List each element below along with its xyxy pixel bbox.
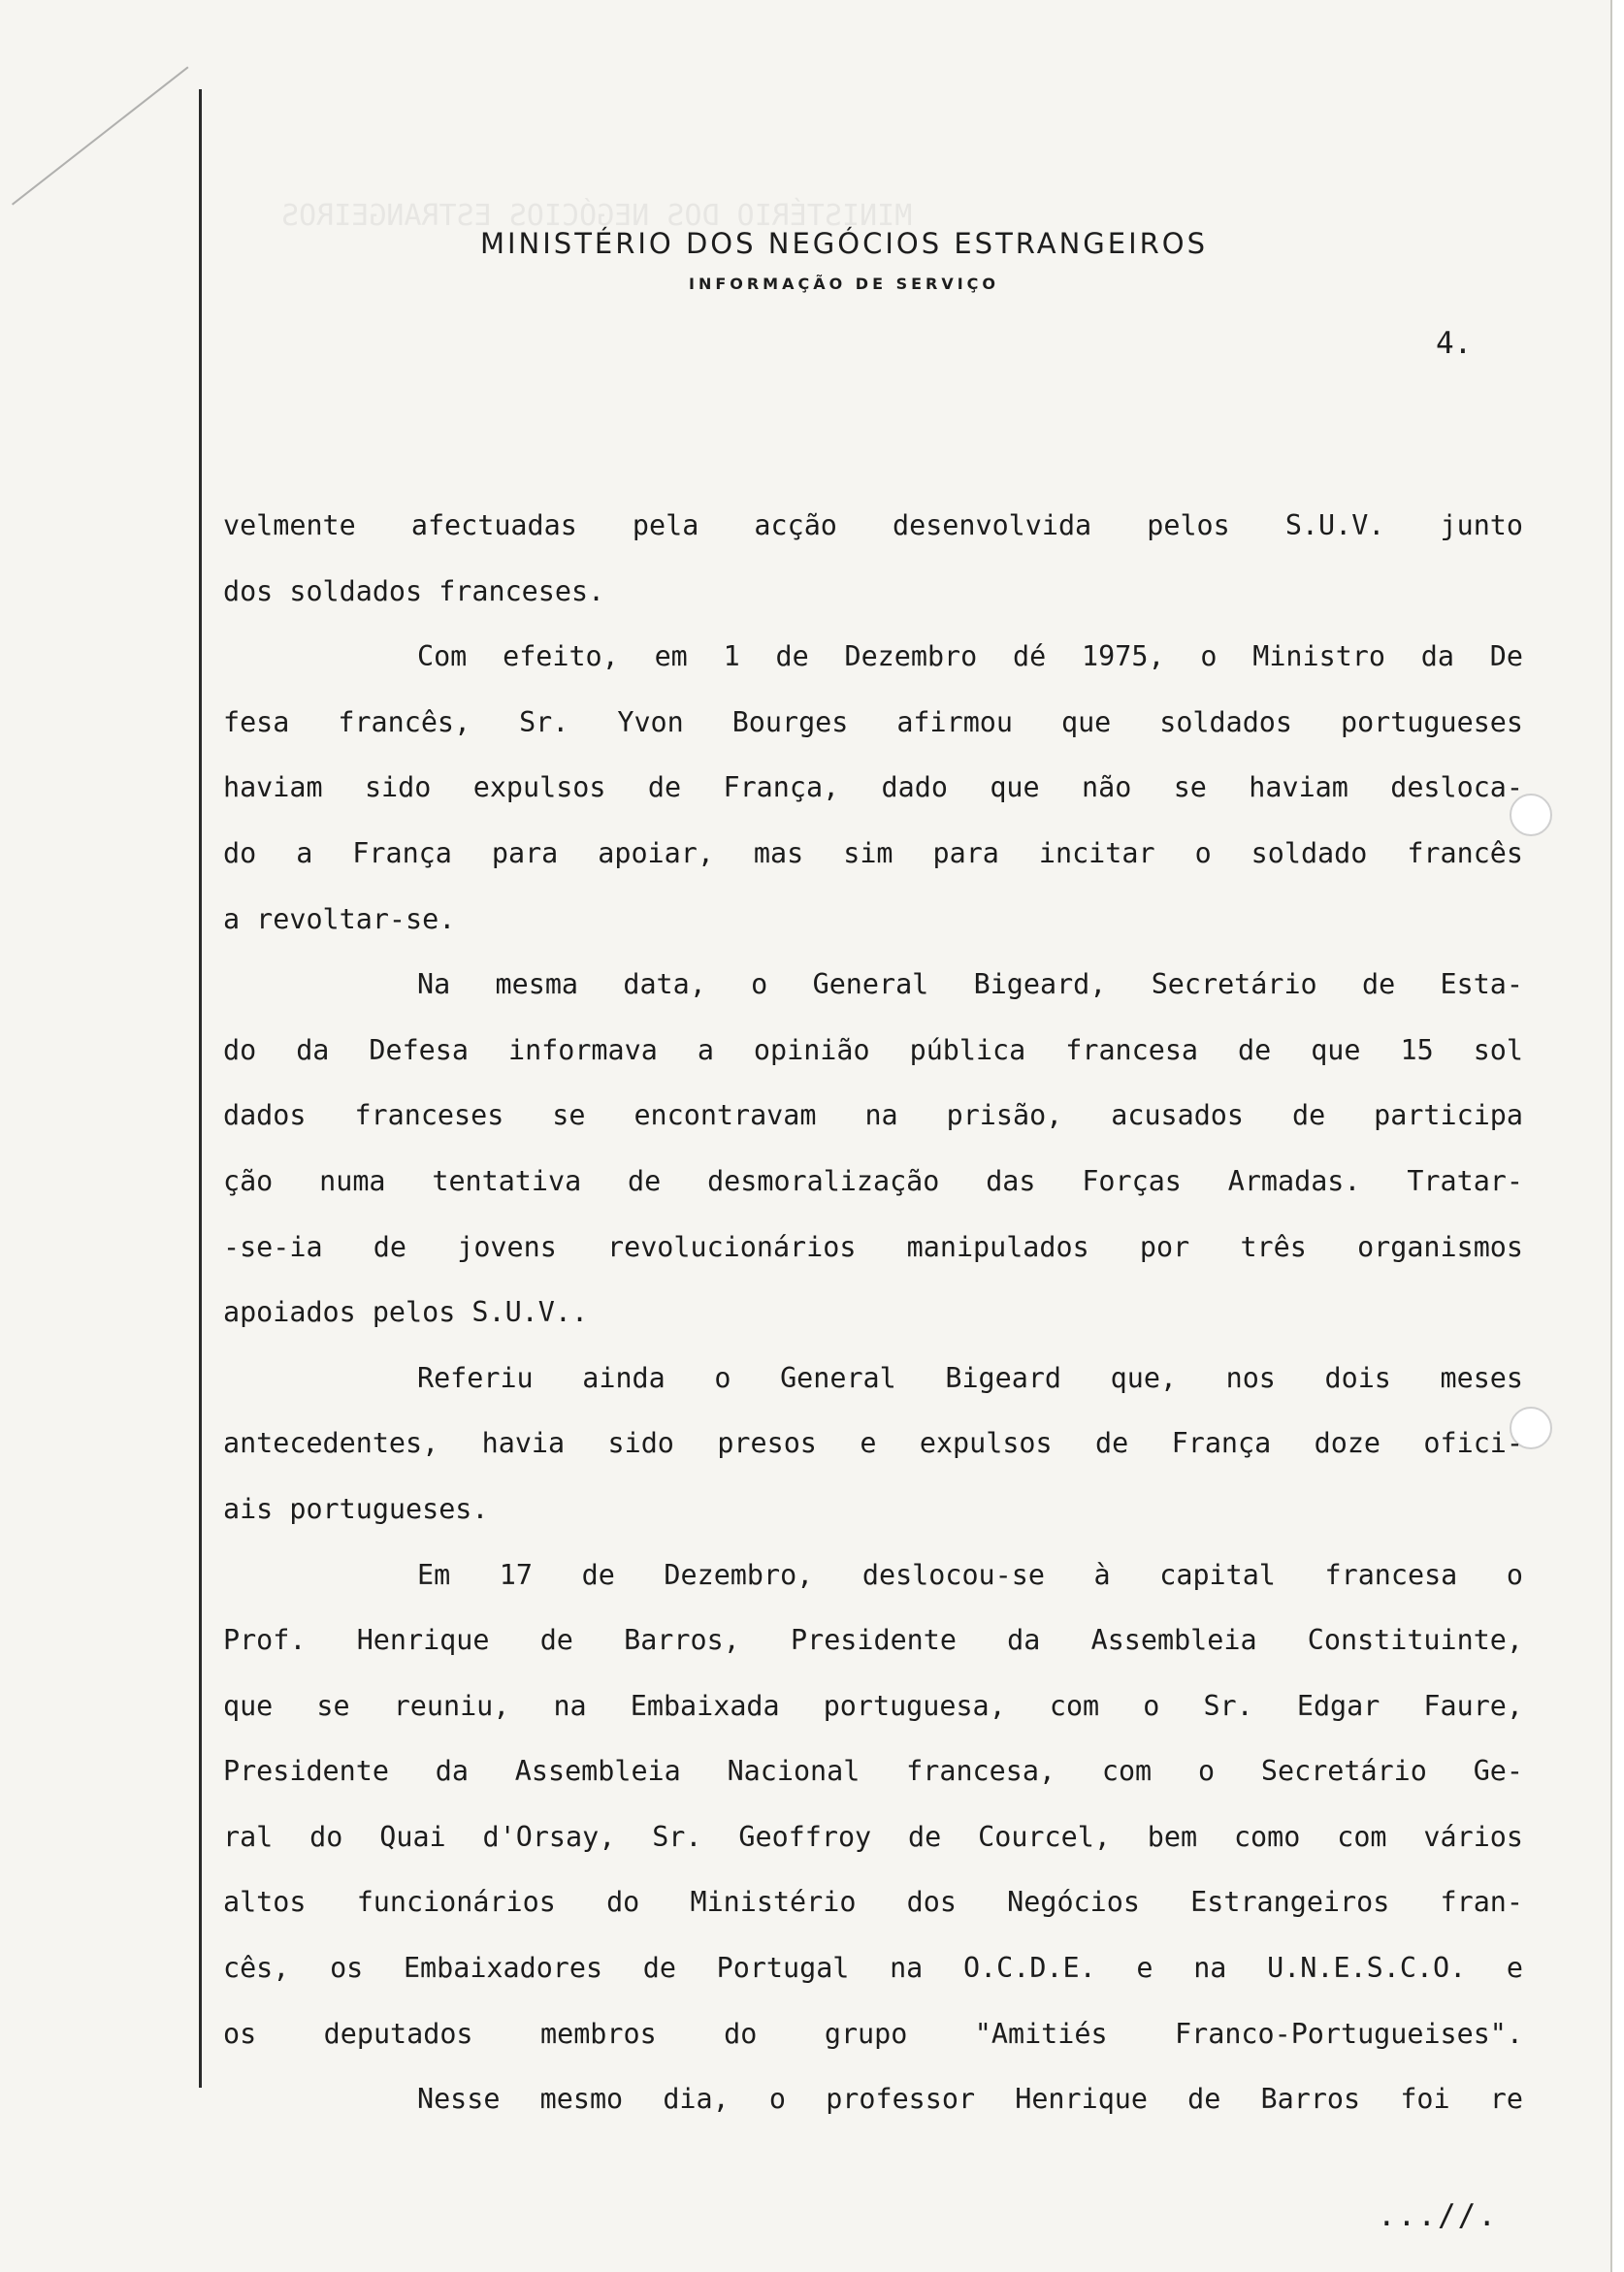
text-line: Prof. Henrique de Barros, Presidente da Assembleia Constituinte, [223,1624,1523,1657]
text-line: dos soldados franceses. [223,574,605,607]
text-line: a revoltar-se. [223,902,456,935]
text-line: do da Defesa informava a opinião pública francesa de que 15 sol [223,1033,1523,1066]
page-number: 4. [1436,326,1473,361]
service-subheading: INFORMAÇÃO DE SERVIÇO [688,275,1000,293]
ministry-heading: MINISTÉRIO DOS NEGÓCIOS ESTRANGEIROS [479,227,1209,260]
text-line: Com efeito, em 1 de Dezembro dé 1975, o Ministro da De [417,640,1523,673]
text-line: ais portugueses. [223,1492,489,1525]
bleed-through: MINISTÉRIO DOS NEGÓCIOS ESTRANGEIROS [281,199,913,233]
text-line: dados franceses se encontravam na prisão, acusados de participa [223,1099,1523,1132]
text-line: ção numa tentativa de desmoralização das Forças Armadas. Tratar- [223,1164,1523,1197]
text-line: apoiados pelos S.U.V.. [223,1296,589,1329]
text-line: Em 17 de Dezembro, deslocou-se à capital francesa o [417,1558,1523,1591]
text-line: antecedentes, havia sido presos e expulsos de França doze ofici- [223,1427,1523,1460]
text-line: velmente afectuadas pela acção desenvolvida pelos S.U.V. junto [223,509,1523,541]
margin-rule [199,89,202,2088]
text-line: do a França para apoiar, mas sim para incitar o soldado francês [223,836,1523,869]
text-line: fesa francês, Sr. Yvon Bourges afirmou que soldados portugueses [223,705,1523,738]
text-line: -se-ia de jovens revolucionários manipulados por três organismos [223,1230,1523,1263]
text-line: que se reuniu, na Embaixada portuguesa, com o Sr. Edgar Faure, [223,1689,1523,1722]
text-line: Referiu ainda o General Bigeard que, nos dois meses [417,1361,1523,1394]
text-line: cês, os Embaixadores de Portugal na O.C.D.E. e na U.N.E.S.C.O. e [223,1952,1523,1985]
text-line: Presidente da Assembleia Nacional francesa, com o Secretário Ge- [223,1755,1523,1788]
text-line: altos funcionários do Ministério dos Negócios Estrangeiros fran- [223,1886,1523,1919]
text-line: haviam sido expulsos de França, dado que não se haviam desloca- [223,771,1523,804]
body-text [223,493,1523,2132]
fold-mark [12,66,188,205]
text-line: Na mesma data, o General Bigeard, Secretário de Esta- [417,968,1523,1001]
continuation-mark: ...//. [1378,2198,1498,2233]
text-line: os deputados membros do grupo "Amitiés Franco-Portugueises". [223,2017,1523,2050]
text-line: ral do Quai d'Orsay, Sr. Geoffroy de Courcel, bem como com vários [223,1820,1523,1853]
text-line: Nesse mesmo dia, o professor Henrique de Barros foi re [417,2083,1523,2116]
